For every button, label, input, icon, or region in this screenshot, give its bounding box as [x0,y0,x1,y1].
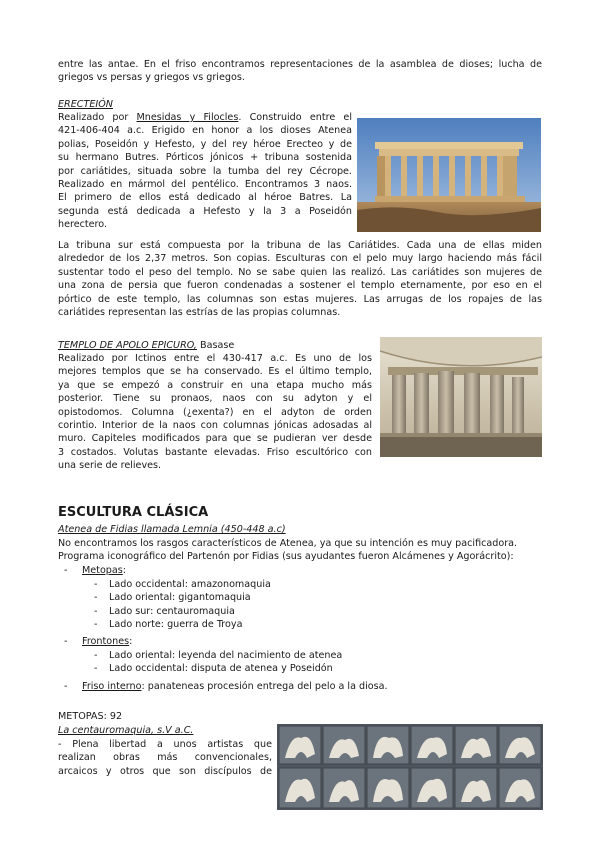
apolo-line: posterior. Tiene su pronaos, naos con su adyton y el [58,393,372,405]
tribuna-line: cariátides representan las estrías de las propias columnas. [58,307,341,319]
erecteion-line: herectero. [58,219,108,231]
erecteion-line: por cariátides, situada sobre la tumba del rey Cécrope. [58,165,352,177]
apolo-line: opistodomos. Columna (¿exenta?) en el adyton de orden [58,406,372,418]
centauromaquia-text [58,738,272,778]
list-item: - Metopas: [64,565,127,576]
erecteion-line: Realizado en mármol del pentélico. Encontramos 3 naos. [58,179,352,191]
apolo-line: muro. Capiteles modificados para que se pudieran ver desde [58,433,372,445]
escultura-line-2: Programa iconográfico del Partenón por Fidias (sus ayudantes fueron Alcámenes y Agorácrito): [58,551,514,562]
list-item: - Lado sur: centauromaquia [94,605,235,617]
apolo-line: ya que se empezó a construir en una etapa mucho más [58,379,372,391]
tribuna-paragraph [58,239,542,319]
section-heading: ESCULTURA CLÁSICA [58,505,209,520]
tribuna-line: una zona de persia que fueron condenadas a sostener el templo eternamente, por eso en el [58,280,542,292]
erecteion-line: El primero de ellos está dedicado al héroe Batres. La [58,192,352,204]
escultura-line-1: No encontramos los rasgos característicos de Atenea, ya que su intención es muy pacificadora. [58,538,518,549]
list-item: - Friso interno: panateneas procesión entrega del pelo a la diosa. [64,681,388,692]
apolo-line: 3 costados. Volutas bastante elevadas. Friso escultórico con [58,446,372,458]
apolo-text [58,352,372,473]
erecteion-line: su hermano Butres. Pórticos jónicos + tribuna sostenida [58,152,352,164]
centauromaquia-line: - Plena libertad a unos artistas que [58,739,272,750]
erecteion-title: ERECTEIÓN [58,99,113,110]
list-item: - Lado occidental: amazonomaquia [94,579,271,590]
list-item: - Lado norte: guerra de Troya [94,619,243,631]
tribuna-line: La tribuna sur está compuesta por la tribuna de las Cariátides. Cada una de ellas miden [58,240,542,251]
metopas-count: METOPAS: 92 [58,711,123,722]
apolo-line: Realizado por Ictinos entre el 430-417 a.c. Es uno de los [58,353,372,364]
intro-line-1: entre las antae. En el friso encontramos representaciones de la asamblea de dioses; lucha de [58,59,542,70]
tribuna-line: alrededor de los 2,37 metros. Son copias. Esculturas con el pelo muy largo haciendo más fácil [58,253,542,265]
erecteion-line: segunda está dedicada a Hefesto y la 3 a Poseidón [58,205,352,217]
friso-list [64,680,522,693]
list-item: - Lado occidental: disputa de atenea y Poseidón [94,663,333,675]
apolo-title [58,339,234,352]
list-item: - Lado oriental: leyenda del nacimiento de atenea [94,650,343,661]
centauromaquia-line: arcaicos y otros que son discípulos de [58,765,272,777]
list-item: - Lado oriental: gigantomaquia [94,592,251,604]
apolo-temple-photo [380,337,542,457]
erecteion-line: Realizado por Mnesidas y Filocles. Construido entre el [58,112,352,123]
erecteion-photo [357,118,541,232]
erecteion-line: 421-406-404 a.c. Erigido en honor a los dioses Atenea [58,125,352,137]
metopas-sublist [94,578,489,632]
frontones-list [64,635,482,648]
list-item: - Frontones: [64,636,133,647]
atenea-subtitle: Atenea de Fidias llamada Lemnia (450-448 a.c) [58,524,286,535]
erecteion-text [58,111,352,232]
apolo-title-place: Basase [196,340,235,351]
apolo-line: corintio. Interior de la naos con columnas jónicas adosadas al [58,420,372,432]
centauromaquia-line: realizan obras más convencionales, [58,752,272,764]
architects-name: Mnesidas y Filocles [136,112,239,123]
erecteion-line: polias, Poseidón y Hefesto, y del rey héroe Erecteo y de [58,138,352,150]
apolo-line: mejores templos que se ha conservado. Es el último templo, [58,366,372,378]
metopes-photo [277,724,543,810]
apolo-line: una serie de relieves. [58,460,162,472]
apolo-title-italic: TEMPLO DE APOLO EPICURO, [58,340,197,351]
frontones-sublist [94,649,509,676]
tribuna-line: pórtico de este templo, las columnas son estas mujeres. Las arrugas de los ropajes de las [58,293,542,305]
tribuna-line: sustentar todo el peso del templo. No se sabe quien las realizó. Las cariátides son mujeres de [58,266,542,278]
intro-line-2: griegos vs persas y griegos vs griegos. [58,72,245,83]
metopas-list [64,564,482,577]
centauromaquia-subtitle: La centauromaquia, s.V a.C. [58,725,194,736]
